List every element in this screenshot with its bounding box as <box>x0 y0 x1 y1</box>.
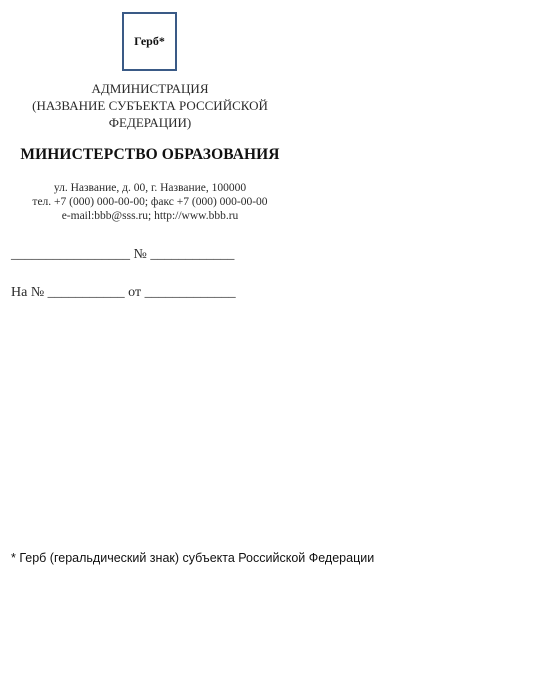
address-contacts: e-mail:bbb@sss.ru; http://www.bbb.ru <box>61 210 239 222</box>
coat-of-arms-placeholder <box>122 12 177 71</box>
address-street: ул. Название, д. 00, г. Название, 100000 <box>53 182 247 194</box>
ministry-title: МИНИСТЕРСТВО ОБРАЗОВАНИЯ <box>20 146 280 163</box>
administration-line-3: ФЕДЕРАЦИИ) <box>108 115 192 130</box>
reference-number-line: На № ___________ от _____________ <box>11 285 236 300</box>
registration-number-line: _________________ № ____________ <box>11 247 235 262</box>
address-block <box>0 181 300 223</box>
coat-of-arms-label: Герб* <box>134 34 165 48</box>
administration-line-1: АДМИНИСТРАЦИЯ <box>91 81 209 96</box>
coat-of-arms-footnote: * Герб (геральдический знак) субъекта Российской Федерации <box>11 551 375 565</box>
address-phones: тел. +7 (000) 000-00-00; факс +7 (000) 000-00-00 <box>32 196 268 208</box>
administration-header <box>0 80 300 131</box>
administration-line-2: (НАЗВАНИЕ СУБЪЕКТА РОССИЙСКОЙ <box>32 98 268 113</box>
